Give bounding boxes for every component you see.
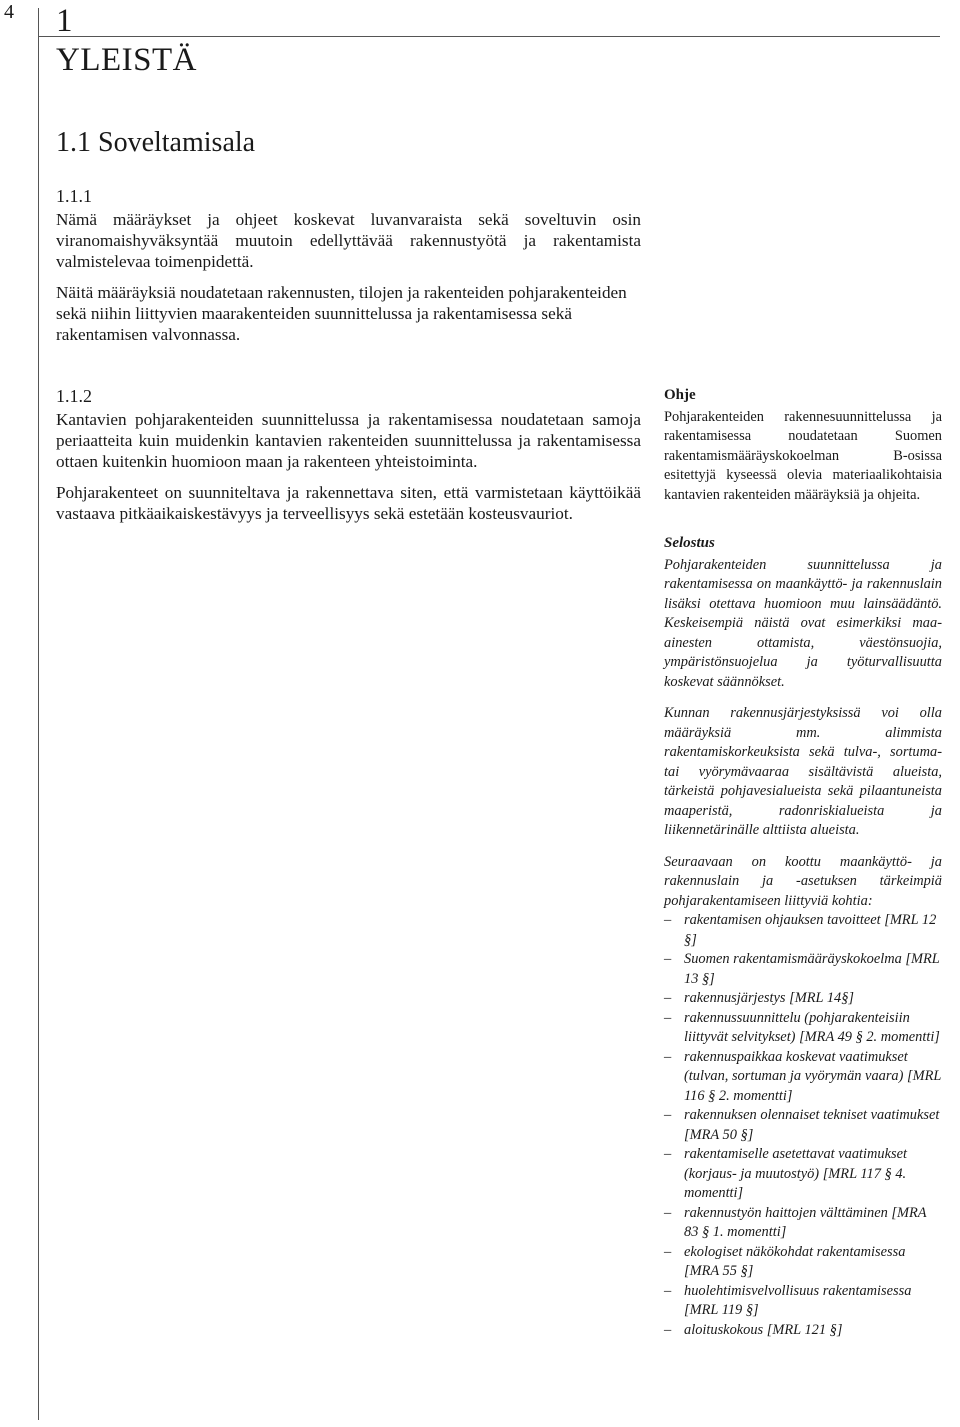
list-item	[664, 989, 942, 1009]
ohje-text: Pohjarakenteiden rakennesuunnittelussa ja rakentamisessa noudatetaan Suomen rakentamismääräyskokoelman B-osissa esitettyjä kyseessä olevia materiaalikohtaisia kantavien rakenteiden määräyksiä ja ohjeita.	[664, 408, 942, 503]
dash-mark: –	[664, 1321, 672, 1338]
selostus-heading: Selostus	[664, 535, 715, 551]
list-item	[664, 1321, 942, 1341]
selostus-paragraph: Pohjarakenteiden suunnittelussa ja rakentamisessa on maankäyttö- ja rakennuslain lisäksi otettava huomioon muu lainsäädäntö. Keskeisempiä näistä ovat esimerkiksi maa-ainesten ottamista, väestönsuojia, ympäristönsuojelua ja työturvallisuutta koskevat säännökset.	[664, 556, 942, 690]
paragraph: Pohjarakenteet on suunniteltava ja rakennettava siten, että varmistetaan käyttöikää vastaava pitkäaikaiskestävyys ja terveellisyys sekä estetään kosteusvauriot.	[56, 483, 641, 523]
list-item-text: rakentamiselle asetettavat vaatimukset (korjaus- ja muutostyö) [MRL 117 § 4. momentti]	[684, 1146, 907, 1201]
page-number: 4	[4, 1, 14, 23]
sidebar-ohje	[664, 386, 942, 505]
paragraph: Nämä määräykset ja ohjeet koskevat luvanvaraista sekä soveltuvin osin viranomaishyväksyntää muutoin edellyttävää rakennustyötä ja rakentamista valmistelevaa toimenpidettä.	[56, 210, 641, 271]
list-item	[664, 1048, 942, 1107]
list-item-text: Suomen rakentamismääräyskokoelma [MRL 13 §]	[684, 951, 940, 987]
dash-mark: –	[664, 1243, 672, 1260]
dash-mark: –	[664, 1107, 672, 1123]
list-item	[664, 911, 942, 950]
selostus-paragraph: Kunnan rakennusjärjestyksissä voi olla määräyksiä mm. alimmista rakentamiskorkeuksista sekä tulva-, sortuma- tai vyörymävaaraa sisältävistä alueista, tärkeistä pohjavesialueista sekä pilaantuneista maaperistä, radonriskialueista ja liikennetärinälle alttiista alueista.	[664, 705, 942, 838]
clause-number: 1.1.1	[56, 186, 92, 206]
paragraph: Näitä määräyksiä noudatetaan rakennusten, tilojen ja rakenteiden pohjarakenteiden sekä niihin liittyvien maarakenteiden suunnittelussa ja rakentamisessa sekä rakentamisen valvonnassa.	[56, 283, 627, 344]
dash-mark: –	[664, 1009, 672, 1026]
list-item-text: ekologiset näkökohdat rakentamisessa [MRA 55 §]	[684, 1243, 906, 1279]
dash-mark: –	[664, 1146, 672, 1162]
dash-mark: –	[664, 1048, 672, 1065]
dash-mark: –	[664, 1204, 672, 1221]
list-item-text: rakennustyön haittojen välttäminen [MRA 83 § 1. momentti]	[684, 1204, 927, 1240]
dash-mark: –	[664, 990, 672, 1006]
list-item-text: rakennussuunnittelu (pohjarakenteisiin liittyvät selvitykset) [MRA 49 § 2. momentti]	[684, 1009, 940, 1045]
section-title: 1.1 Soveltamisala	[56, 127, 256, 158]
chapter-title: YLEISTÄ	[56, 42, 197, 78]
law-reference-list	[664, 911, 942, 1340]
list-item-text: rakennusjärjestys [MRL 14§]	[684, 990, 855, 1006]
header-rule	[38, 36, 940, 37]
list-item	[664, 1145, 942, 1204]
vertical-rule	[38, 8, 39, 1420]
list-item	[664, 1243, 942, 1282]
dash-mark: –	[664, 951, 672, 967]
list-item-text: rakennuspaikkaa koskevat vaatimukset (tulvan, sortuman ja vyörymän vaara) [MRL 116 § 2. momentti]	[684, 1048, 942, 1104]
list-item	[664, 1009, 942, 1048]
list-item-text: huolehtimisvelvollisuus rakentamisessa [MRL 119 §]	[684, 1282, 912, 1318]
list-item-text: rakennuksen olennaiset tekniset vaatimukset [MRA 50 §]	[684, 1107, 940, 1143]
list-item	[664, 1204, 942, 1243]
clause-number: 1.1.2	[56, 386, 92, 406]
sidebar-selostus	[664, 534, 942, 1340]
list-item-text: aloituskokous [MRL 121 §]	[684, 1321, 843, 1338]
chapter-number: 1	[56, 3, 73, 39]
selostus-paragraph: Seuraavaan on koottu maankäyttö- ja rakennuslain ja -asetuksen tärkeimpiä pohjarakentamiseen liittyviä kohtia:	[664, 853, 942, 909]
list-item-text: rakentamisen ohjauksen tavoitteet [MRL 12 §]	[684, 912, 937, 948]
list-item	[664, 1282, 942, 1321]
section-1-1-1	[56, 186, 641, 345]
dash-mark: –	[664, 912, 672, 928]
section-1-1-2	[56, 386, 641, 524]
dash-mark: –	[664, 1282, 672, 1299]
list-item	[664, 950, 942, 989]
ohje-heading: Ohje	[664, 387, 696, 403]
paragraph: Kantavien pohjarakenteiden suunnittelussa ja rakentamisessa noudatetaan samoja periaatteita kuin muidenkin kantavien rakenteiden suunnittelussa ja rakentamisessa ottaen kuitenkin huomioon maan ja rakenteen yhteistoiminta.	[56, 410, 641, 471]
list-item	[664, 1106, 942, 1145]
